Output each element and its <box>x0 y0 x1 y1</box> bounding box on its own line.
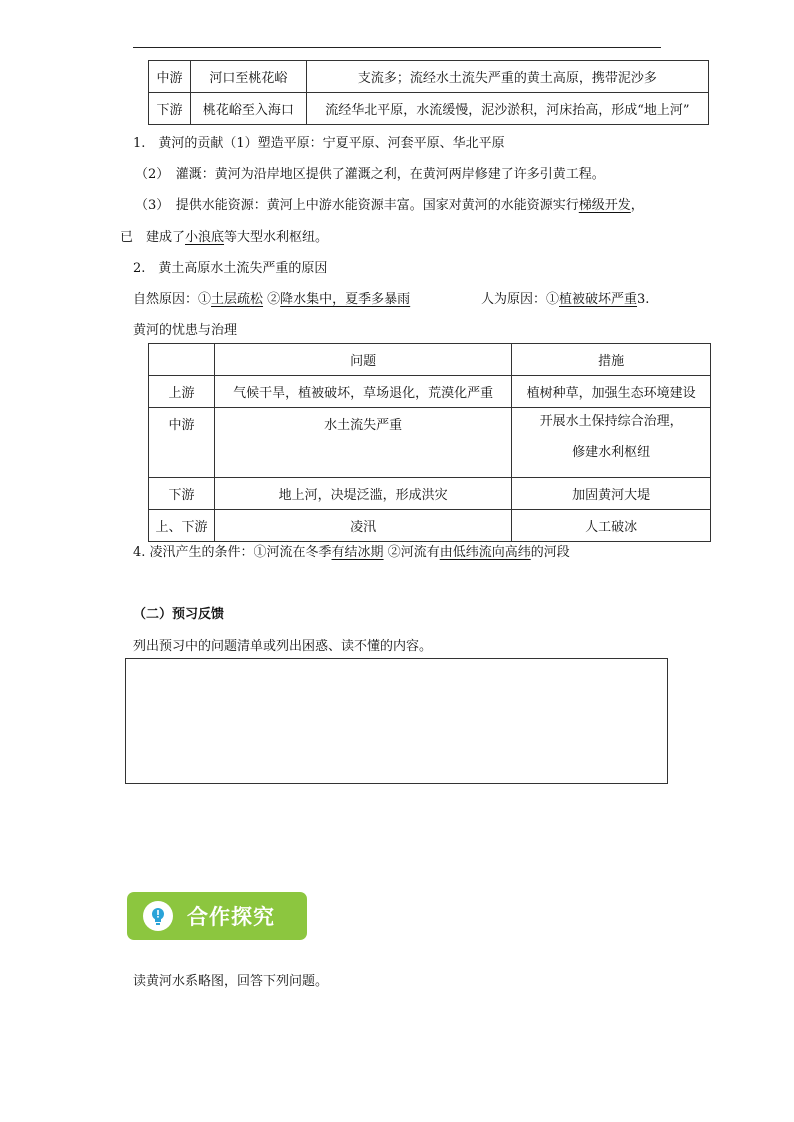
loess-reasons <box>133 288 410 307</box>
range-cell: 河口至桃花峪 <box>190 61 306 93</box>
contribution-text: ， <box>630 198 644 213</box>
contribution-line-1: 1. 黄河的贡献（1）塑造平原：宁夏平原、河套平原、华北平原 <box>133 136 505 151</box>
feedback-heading: （二）预习反馈 <box>133 607 225 622</box>
loess-heading: 2. 黄土高原水土流失严重的原因 <box>133 261 328 276</box>
measure-cell: 加固黄河大堤 <box>512 478 711 510</box>
section-number: 3. <box>637 292 650 307</box>
lightbulb-icon <box>143 901 173 931</box>
contribution-text: （3） 提供水能资源：黄河上中游水能资源丰富。国家对黄河的水能资源实行 <box>135 198 579 213</box>
table-row <box>149 93 709 125</box>
reach-cell: 上、下游 <box>149 510 215 542</box>
measure-line: 修建水利枢纽 <box>572 445 651 460</box>
feature-cell: 支流多；流经水土流失严重的黄土高原，携带泥沙多 <box>306 61 708 93</box>
answer-underlined: 土层疏松 <box>211 292 264 307</box>
feature-cell: 流经华北平原，水流缓慢，泥沙淤积，河床抬高，形成“地上河” <box>306 93 708 125</box>
banner-title: 合作探究 <box>187 905 275 929</box>
reach-cell: 下游 <box>149 478 215 510</box>
problem-cell: 气候干旱，植被破坏，草场退化，荒漠化严重 <box>214 376 511 408</box>
table-header-row <box>149 344 711 376</box>
ice-text: 4. 凌汛产生的条件：①河流在冬季 <box>133 545 332 560</box>
final-instruction: 读黄河水系略图，回答下列问题。 <box>133 974 329 989</box>
natural-label: 自然原因：① <box>133 292 212 307</box>
answer-underlined: 有结冰期 <box>331 545 384 560</box>
contribution-line-3 <box>135 194 644 213</box>
governance-heading: 黄河的忧患与治理 <box>133 323 238 338</box>
column-header-measure: 措施 <box>512 344 711 376</box>
reach-cell: 中游 <box>149 61 191 93</box>
problem-cell: 凌汛 <box>214 510 511 542</box>
header-rule <box>133 47 661 48</box>
human-reasons <box>481 288 649 307</box>
ice-text: 的河段 <box>530 545 570 560</box>
table-row <box>149 510 711 542</box>
problem-cell: 水土流失严重 <box>214 408 511 478</box>
contribution-line-2: （2） 灌溉：黄河为沿岸地区提供了灌溉之利，在黄河两岸修建了许多引黄工程。 <box>135 167 605 182</box>
contribution-text: 已 建成了 <box>120 230 186 245</box>
table-row <box>149 478 711 510</box>
column-header-problem: 问题 <box>214 344 511 376</box>
ice-text: ②河流有 <box>383 545 440 560</box>
reach-cell: 上游 <box>149 376 215 408</box>
reach-cell: 下游 <box>149 93 191 125</box>
contribution-line-4 <box>120 226 328 245</box>
measure-cell: 植树种草，加强生态环境建设 <box>512 376 711 408</box>
table-row <box>149 61 709 93</box>
problem-cell: 地上河，决堤泛滥，形成洪灾 <box>214 478 511 510</box>
answer-underlined: 植被破坏严重 <box>559 292 638 307</box>
measure-cell: 人工破冰 <box>512 510 711 542</box>
table-row <box>149 408 711 478</box>
cooperative-inquiry-banner <box>127 892 307 940</box>
reach-cell: 中游 <box>149 408 215 478</box>
contribution-text: 等大型水利枢纽。 <box>224 230 329 245</box>
measure-line: 开展水土保持综合治理， <box>539 414 683 429</box>
measure-cell <box>512 408 711 478</box>
range-cell: 桃花峪至入海口 <box>190 93 306 125</box>
answer-underlined: 降水集中，夏季多暴雨 <box>280 292 411 307</box>
ice-flood-conditions <box>133 541 570 560</box>
table-row <box>149 376 711 408</box>
feedback-instruction: 列出预习中的问题清单或列出困惑、读不懂的内容。 <box>133 639 433 654</box>
answer-underlined: 小浪底 <box>185 230 225 245</box>
reach-table <box>148 60 709 125</box>
answer-underlined: 由低纬流向高纬 <box>439 545 531 560</box>
answer-underlined: 梯级开发 <box>578 198 631 213</box>
separator: ② <box>263 292 281 307</box>
governance-table <box>148 343 711 542</box>
human-label: 人为原因：① <box>481 292 560 307</box>
feedback-answer-box[interactable] <box>125 658 668 784</box>
